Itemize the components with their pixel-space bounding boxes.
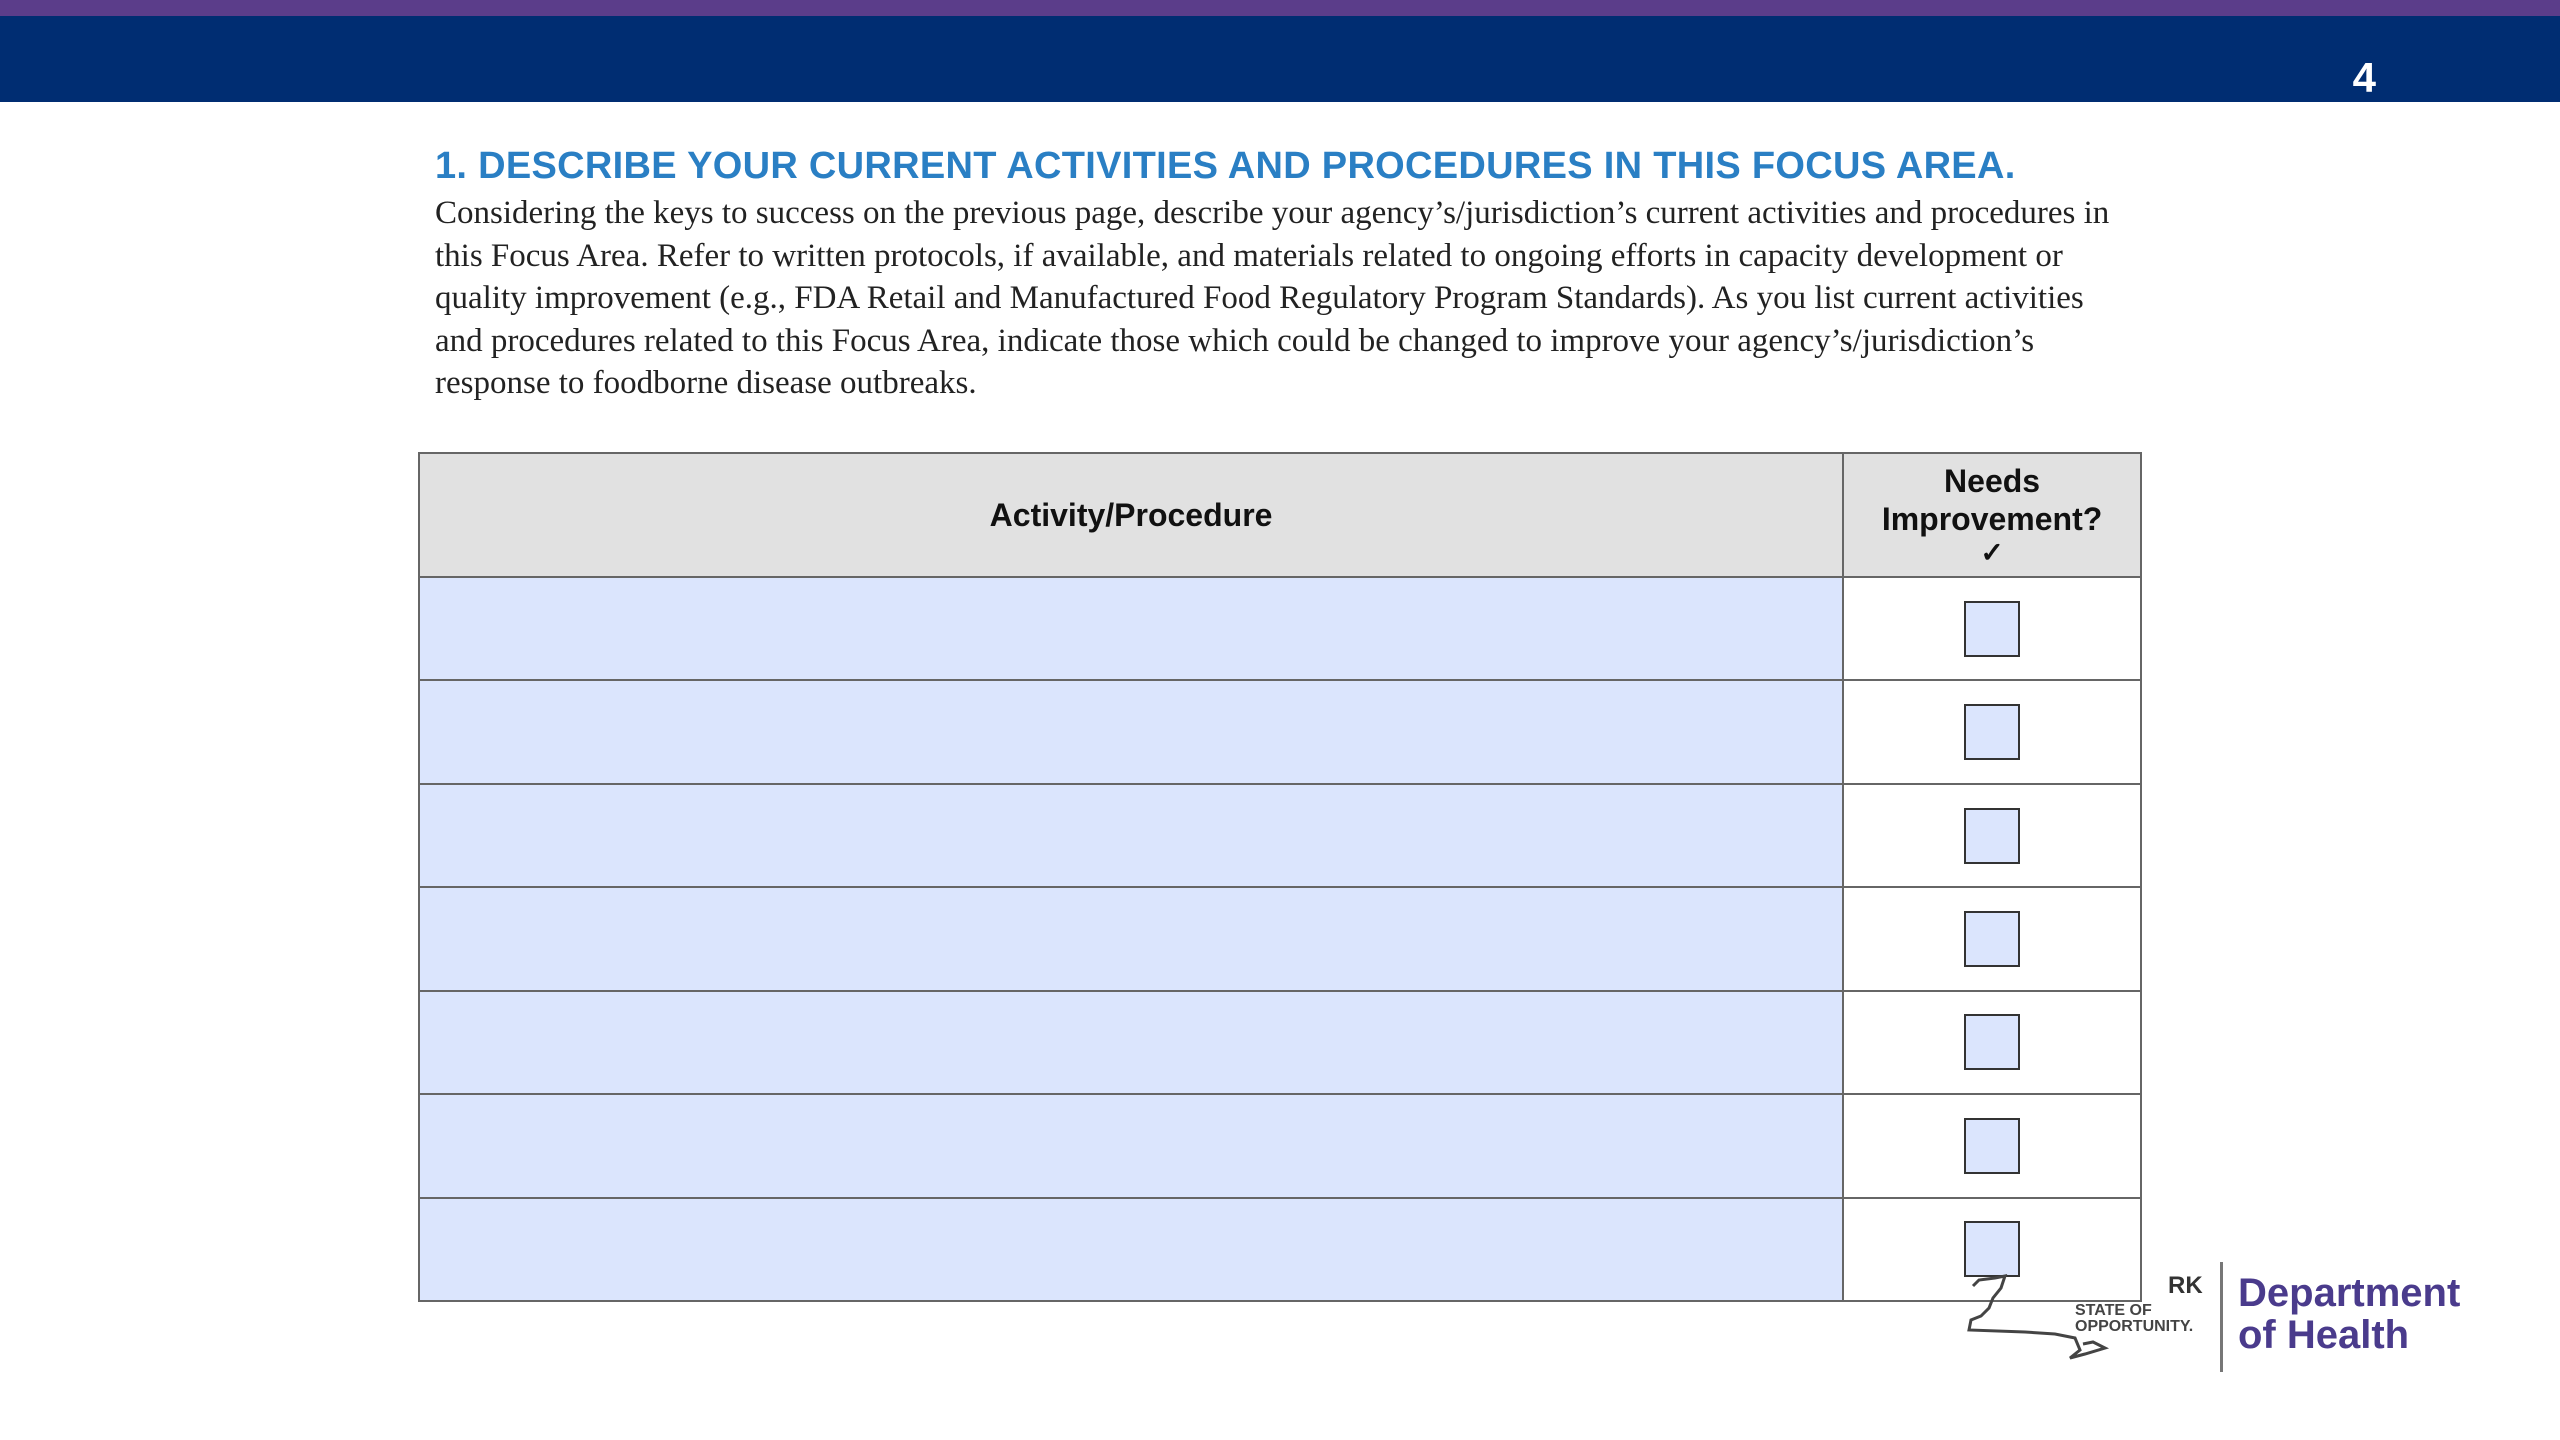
needs-improvement-checkbox[interactable] [1964, 601, 2020, 657]
logo-state-name: RK [2168, 1272, 2203, 1299]
needs-improvement-checkbox[interactable] [1964, 1118, 2020, 1174]
needs-improvement-cell [1843, 680, 2141, 783]
activity-field[interactable] [419, 1094, 1843, 1197]
needs-improvement-cell [1843, 784, 2141, 887]
needs-improvement-cell [1843, 1094, 2141, 1197]
needs-improvement-cell [1843, 887, 2141, 990]
needs-improvement-checkbox[interactable] [1964, 1014, 2020, 1070]
table-row [419, 887, 2141, 990]
table-row [419, 680, 2141, 783]
section-content [435, 145, 2115, 405]
logo-divider [2220, 1262, 2223, 1372]
table-row [419, 784, 2141, 887]
activity-field[interactable] [419, 887, 1843, 990]
activity-field[interactable] [419, 680, 1843, 783]
dept-line2: of Health [2238, 1313, 2410, 1357]
needs-improvement-cell [1843, 577, 2141, 680]
page-number: 4 [2352, 54, 2376, 101]
needs-label-line2: Improvement? [1881, 501, 2103, 537]
check-mark-icon: ✓ [1980, 537, 2004, 568]
needs-improvement-checkbox[interactable] [1964, 704, 2020, 760]
column-header-needs-improvement [1843, 453, 2141, 577]
needs-improvement-checkbox[interactable] [1964, 911, 2020, 967]
table-row [419, 1198, 2141, 1301]
needs-improvement-checkbox[interactable] [1964, 808, 2020, 864]
section-instructions: Considering the keys to success on the previous page, describe your agency’s/jurisdiction’s current activities and procedures in this Focus Area. Refer to written protocols, if available, and materials related to ongoing efforts in capacity development or quality improvement (e.g., FDA Retail and Manufactured Food Regulatory Program Standards). As you list current activities and procedures related to this Focus Area, indicate those which could be changed to improve your agency’s/jurisdiction’s response to foodborne disease outbreaks. [435, 195, 2110, 401]
activity-field[interactable] [419, 577, 1843, 680]
table-row [419, 991, 2141, 1094]
header-bar [0, 16, 2560, 102]
needs-label-line1: Needs [1944, 463, 2041, 499]
logo-tagline: STATE OF OPPORTUNITY. [2075, 1302, 2194, 1335]
top-stripe [0, 0, 2560, 16]
dept-line1: Department [2238, 1271, 2461, 1315]
activity-field[interactable] [419, 991, 1843, 1094]
activity-field[interactable] [419, 1198, 1843, 1301]
activity-table [418, 452, 2142, 1302]
table-row [419, 1094, 2141, 1197]
table-row [419, 577, 2141, 680]
table-header-row [419, 453, 2141, 577]
department-logo-text [2238, 1272, 2460, 1356]
activity-field[interactable] [419, 784, 1843, 887]
column-header-activity: Activity/Procedure [419, 453, 1843, 577]
section-heading: 1. DESCRIBE YOUR CURRENT ACTIVITIES AND PROCEDURES IN THIS FOCUS AREA. [435, 145, 2016, 187]
needs-improvement-cell [1843, 991, 2141, 1094]
